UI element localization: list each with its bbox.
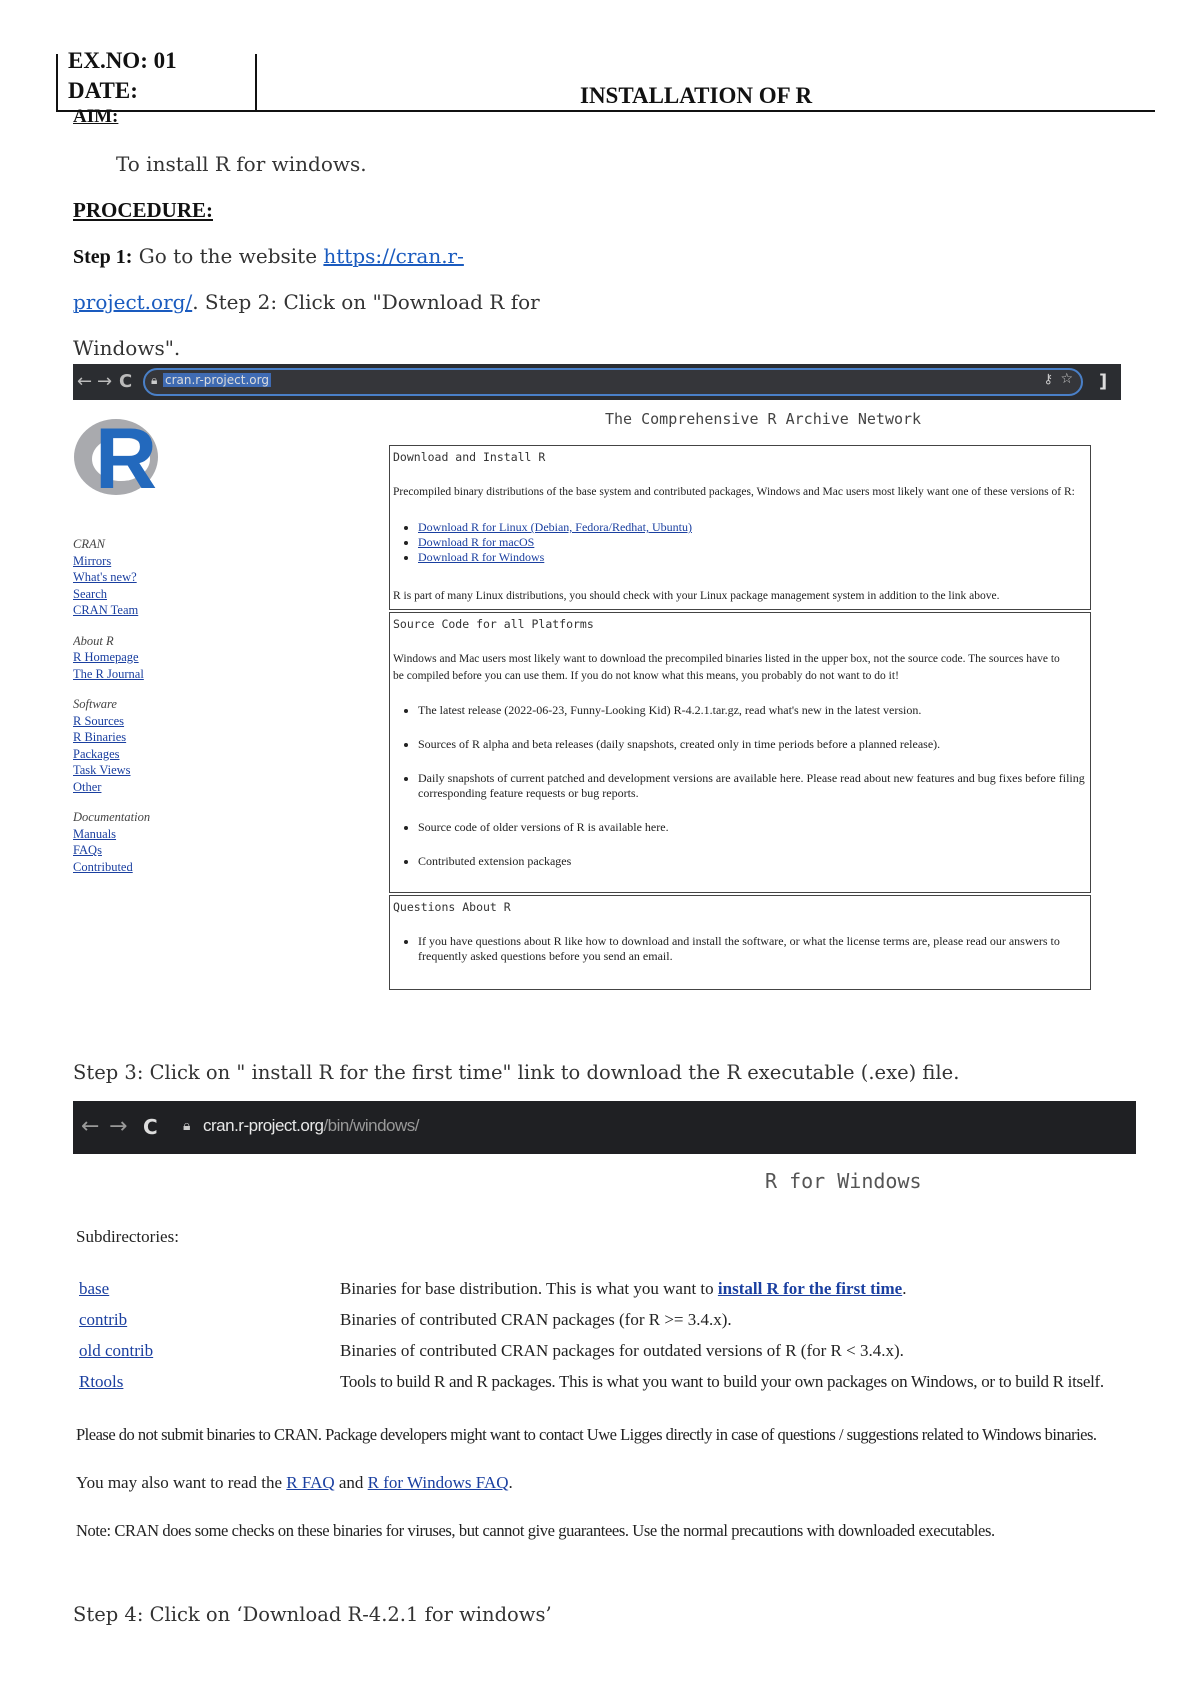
source-items-list bbox=[390, 703, 1088, 869]
back-icon[interactable]: ← bbox=[77, 371, 93, 392]
lock-icon: 🔒︎ bbox=[151, 373, 158, 387]
note-faq: You may also want to read the R FAQ and R for Windows FAQ. bbox=[76, 1473, 513, 1492]
subdir-row-contrib bbox=[79, 1310, 127, 1330]
note-virus-checks: Note: CRAN does some checks on these binaries for viruses, but cannot give guarantees. Use the normal precautions with downloaded executables. bbox=[76, 1521, 995, 1540]
sidebar-link[interactable]: What's new? bbox=[73, 570, 137, 584]
source-box-title: Source Code for all Platforms bbox=[393, 617, 594, 631]
r-windows-faq-link[interactable]: R for Windows FAQ bbox=[367, 1473, 509, 1492]
step2-line bbox=[73, 290, 540, 314]
cran-link-part2[interactable]: project.org/ bbox=[73, 290, 193, 314]
browser-toolbar bbox=[73, 364, 1121, 400]
download-box-footer: R is part of many Linux distributions, you should check with your Linux package management system in addition to the link above. bbox=[393, 590, 1000, 602]
sidebar-heading-docs: Documentation bbox=[73, 810, 151, 824]
sidebar-link[interactable]: Other bbox=[73, 779, 102, 794]
aim-text: To install R for windows. bbox=[116, 152, 367, 176]
address-bar[interactable] bbox=[143, 368, 1083, 396]
address-bar-2[interactable] bbox=[203, 1116, 419, 1136]
address-text: cran.r-project.org bbox=[165, 373, 269, 387]
subdir-link-base[interactable]: base bbox=[79, 1279, 110, 1298]
sidebar-link[interactable]: The R Journal bbox=[73, 666, 144, 681]
download-link-linux[interactable]: • Download R for Linux (Debian, Fedora/Redhat, Ubuntu) bbox=[418, 520, 692, 535]
download-link-windows[interactable]: • Download R for Windows bbox=[418, 550, 692, 565]
page-title: INSTALLATION OF R bbox=[580, 83, 813, 108]
exercise-number: EX.NO: 01 bbox=[68, 48, 177, 73]
subdir-link-contrib[interactable]: contrib bbox=[79, 1310, 128, 1329]
questions-box-title: Questions About R bbox=[393, 900, 511, 914]
questions-box bbox=[389, 895, 1091, 990]
header-divider bbox=[255, 54, 257, 112]
cran-home-screenshot bbox=[73, 364, 1121, 1002]
note-submit-binaries: Please do not submit binaries to CRAN. Package developers might want to contact Uwe Ligges directly in case of questions / suggestions related to Windows binaries. bbox=[76, 1425, 1097, 1444]
subdir-desc-base: Binaries for base distribution. This is what you want to install R for the first time. bbox=[340, 1279, 907, 1298]
sidebar-link[interactable]: Packages bbox=[73, 746, 120, 761]
header-bottom-rule bbox=[56, 110, 1155, 112]
download-box-intro: Precompiled binary distributions of the base system and contributed packages, Windows and Mac users most likely want one of these versions of R: bbox=[393, 486, 1075, 498]
sidebar-link[interactable]: Task Views bbox=[73, 763, 131, 777]
download-box-title: Download and Install R bbox=[393, 450, 546, 464]
url-path: /bin/windows/ bbox=[323, 1116, 419, 1135]
subdir-link-rtools[interactable]: Rtools bbox=[79, 1372, 124, 1391]
reload-icon[interactable]: C bbox=[143, 1115, 158, 1139]
step1-label: Step 1: bbox=[73, 246, 133, 268]
step1-text: Go to the website bbox=[132, 244, 324, 268]
sidebar-link[interactable]: Manuals bbox=[73, 826, 117, 841]
star-icon[interactable]: ☆ bbox=[1060, 371, 1073, 387]
subdir-row-old-contrib bbox=[79, 1341, 153, 1361]
download-link-macos[interactable]: • Download R for macOS bbox=[418, 535, 692, 550]
r-for-windows-screenshot bbox=[73, 1101, 1136, 1546]
subdirectories-label: Subdirectories: bbox=[76, 1227, 179, 1246]
sidebar-link[interactable]: R Binaries bbox=[73, 730, 127, 744]
step2-continued: Windows". bbox=[73, 336, 181, 360]
back-icon[interactable]: ← bbox=[81, 1114, 100, 1139]
sidebar-link[interactable]: CRAN Team bbox=[73, 603, 139, 617]
r-logo bbox=[73, 412, 168, 507]
sidebar-link[interactable]: Mirrors bbox=[73, 553, 112, 568]
subdir-desc-contrib: Binaries of contributed CRAN packages (for R >= 3.4.x). bbox=[340, 1310, 732, 1329]
subdir-desc-old-contrib: Binaries of contributed CRAN packages for outdated versions of R (for R < 3.4.x). bbox=[340, 1341, 904, 1360]
subdir-link-old-contrib[interactable]: old contrib bbox=[79, 1341, 154, 1360]
date-label: DATE: bbox=[68, 78, 138, 103]
forward-icon[interactable]: → bbox=[97, 371, 113, 392]
key-icon[interactable]: ⚷ bbox=[1043, 372, 1053, 387]
subdir-row-base bbox=[79, 1279, 109, 1299]
aim-heading: AIM: bbox=[73, 106, 119, 127]
forward-icon[interactable]: → bbox=[109, 1114, 128, 1139]
procedure-heading: PROCEDURE: bbox=[73, 198, 213, 222]
step1-line bbox=[73, 244, 464, 269]
subdir-desc-rtools: Tools to build R and R packages. This is what you want to build your own packages on Windows, or to build R itself. bbox=[340, 1372, 1104, 1391]
source-item: • Daily snapshots of current patched and development versions are available here. Please read about new features and bug fixes before filing corresponding feature requests or bug reports. bbox=[418, 771, 1088, 801]
logo-letter: R bbox=[95, 411, 158, 507]
sidebar-link[interactable]: Search bbox=[73, 586, 108, 601]
r-for-windows-title: R for Windows bbox=[765, 1169, 922, 1193]
site-title: The Comprehensive R Archive Network bbox=[605, 410, 922, 428]
questions-item: • If you have questions about R like how to download and install the software, or what the license terms are, please read our answers to frequently asked questions before you send an email. bbox=[418, 934, 1088, 964]
source-box-intro: Windows and Mac users most likely want to download the precompiled binaries listed in the upper box, not the source code. The sources have to be compiled before you can use them. If you do not know what this means, you probably do not want to do it! bbox=[393, 653, 1060, 682]
sidebar-heading-cran: CRAN bbox=[73, 537, 105, 551]
sidebar-toggle-icon[interactable]: ] bbox=[1099, 371, 1108, 392]
source-item: • Source code of older versions of R is available here. bbox=[418, 820, 1088, 835]
source-code-box bbox=[389, 612, 1091, 893]
browser-toolbar-2 bbox=[73, 1101, 1136, 1154]
sidebar-link[interactable]: R Homepage bbox=[73, 650, 139, 664]
cran-sidebar bbox=[73, 536, 150, 875]
header-left-border bbox=[56, 54, 58, 112]
subdir-row-rtools bbox=[79, 1372, 123, 1392]
source-item: • Contributed extension packages bbox=[418, 854, 1088, 869]
sidebar-link[interactable]: FAQs bbox=[73, 843, 102, 857]
questions-list bbox=[390, 934, 1088, 964]
sidebar-heading-about: About R bbox=[73, 633, 114, 648]
url-host: cran.r-project.org bbox=[203, 1116, 324, 1135]
source-item: • The latest release (2022-06-23, Funny-Looking Kid) R-4.2.1.tar.gz, read what's new in the latest version. bbox=[418, 703, 1088, 718]
cran-link-part1[interactable]: https://cran.r- bbox=[323, 244, 464, 268]
sidebar-heading-software: Software bbox=[73, 697, 117, 711]
reload-icon[interactable]: C bbox=[119, 371, 133, 392]
step4-text: Step 4: Click on ‘Download R-4.2.1 for windows’ bbox=[73, 1603, 552, 1626]
sidebar-link[interactable]: R Sources bbox=[73, 713, 125, 728]
step3-text: Step 3: Click on " install R for the first time" link to download the R executable (.exe) file. bbox=[73, 1061, 960, 1084]
lock-icon: 🔒︎ bbox=[183, 1118, 191, 1134]
install-first-time-link[interactable]: install R for the first time bbox=[717, 1279, 903, 1298]
step2-text: . Step 2: Click on "Download R for bbox=[192, 290, 540, 314]
source-item: • Sources of R alpha and beta releases (daily snapshots, created only in time periods before a planned release). bbox=[418, 737, 1088, 752]
download-install-box bbox=[389, 445, 1091, 610]
r-faq-link[interactable]: R FAQ bbox=[286, 1473, 335, 1492]
download-links-list bbox=[390, 520, 692, 565]
sidebar-link[interactable]: Contributed bbox=[73, 859, 133, 874]
